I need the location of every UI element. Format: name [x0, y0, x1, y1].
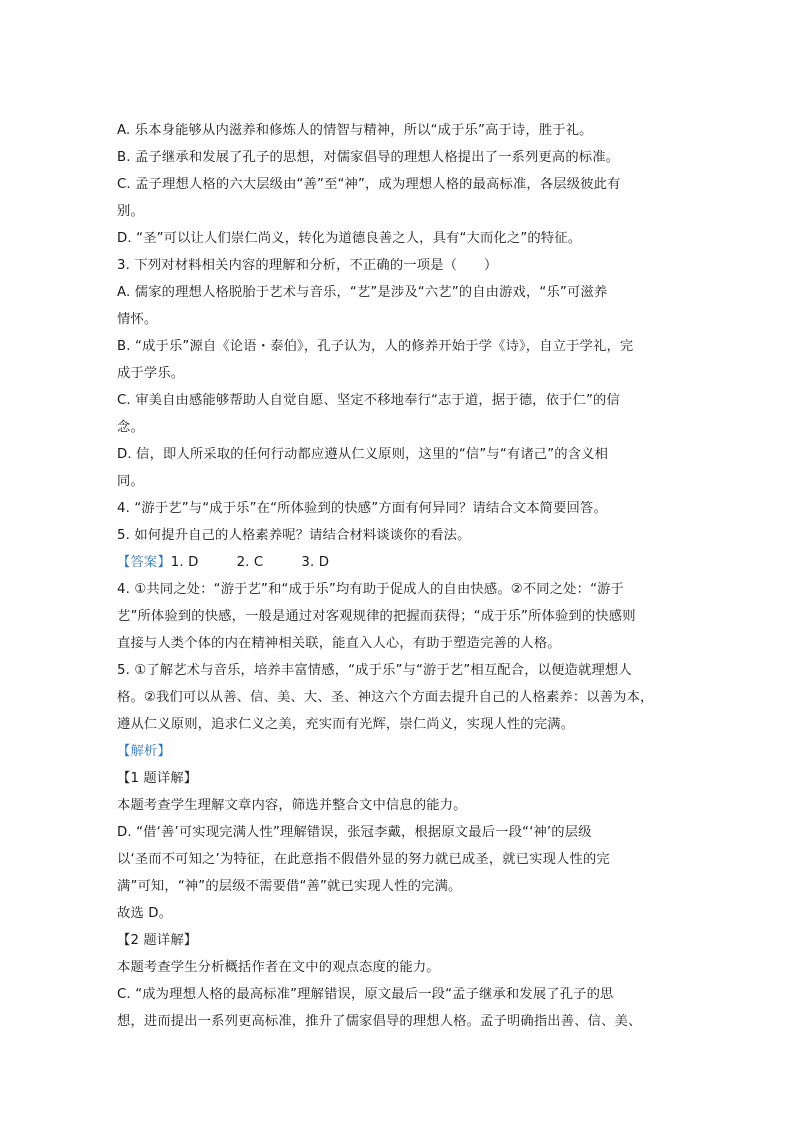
text-line: 故选 D。	[117, 906, 173, 921]
question-4: 4. “游于艺”与“成于乐”在“所体验到的快感”方面有何异同？请结合文本简要回答。	[117, 501, 607, 516]
text-line: 艺”所体验到的快感，一般是通过对客观规律的把握而获得；“成于乐”所体验到的快感则	[117, 609, 636, 624]
analysis-label: 【解析】	[117, 744, 171, 759]
answer-item: 3. D	[301, 555, 330, 570]
text-line: 4. ①共同之处：“游于艺”和“成于乐”均有助于促成人的自由快感。②不同之处：“游于	[117, 582, 624, 597]
text-line: 格。②我们可以从善、信、美、大、圣、神这六个方面去提升自己的人格素养：以善为本，	[117, 690, 654, 705]
text-line: C. 孟子理想人格的六大层级由“善”至“神”，成为理想人格的最高标准，各层级彼此有	[117, 177, 621, 192]
section-heading-1: 【1 题详解】	[117, 771, 198, 786]
text-line: 本题考查学生分析概括作者在文中的观点态度的能力。	[117, 960, 440, 975]
text-line: A. 儒家的理想人格脱胎于艺术与音乐，“艺”是涉及“六艺”的自由游戏，“乐”可滋养	[117, 285, 608, 300]
text-line: 念。	[117, 420, 144, 435]
text-line: 满”可知，“神”的层级不需要借“善”就已实现人性的完满。	[117, 879, 462, 894]
text-line: D. 信，即人所采取的任何行动都应遵从仁义原则，这里的“信”与“有诸己”的含义相	[117, 447, 609, 462]
text-line: 遵从仁义原则，追求仁义之美，充实而有光辉，崇仁尚义，实现人性的完满。	[117, 717, 575, 732]
text-line: 本题考查学生理解文章内容，筛选并整合文中信息的能力。	[117, 798, 467, 813]
text-line: C. 审美自由感能够帮助人自觉自愿、坚定不移地奉行“志于道，据于德，依于仁”的信	[117, 393, 620, 408]
text-line: 同。	[117, 474, 144, 489]
answer-label: 【答案】	[117, 555, 171, 570]
text-line: 想，进而提出一系列更高标准，推升了儒家倡导的理想人格。孟子明确指出善、信、美、	[117, 1014, 642, 1029]
question-3: 3. 下列对材料相关内容的理解和分析，不正确的一项是（ ）	[117, 258, 498, 273]
text-line: 别。	[117, 204, 144, 219]
text-line: 成于学乐。	[117, 366, 185, 381]
text-line: B. 孟子继承和发展了孔子的思想，对儒家倡导的理想人格提出了一系列更高的标准。	[117, 150, 620, 165]
answer-item: 1. D	[170, 555, 199, 570]
question-5: 5. 如何提升自己的人格素养呢？请结合材料谈谈你的看法。	[117, 528, 471, 543]
text-line: 以‘圣而不可知之’为特征，在此意指不假借外显的努力就已成圣，就已实现人性的完	[117, 852, 610, 867]
section-heading-2: 【2 题详解】	[117, 933, 198, 948]
text-line: 情怀。	[117, 312, 158, 327]
text-line: A. 乐本身能够从内滋养和修炼人的情智与精神，所以“成于乐”高于诗，胜于礼。	[117, 123, 593, 138]
answer-item: 2. C	[236, 555, 264, 570]
text-line: 直接与人类个体的内在精神相关联，能直入人心，有助于塑造完善的人格。	[117, 636, 561, 651]
text-line: C. “成为理想人格的最高标准”理解错误，原文最后一段“孟子继承和发展了孔子的思	[117, 987, 614, 1002]
answer-line	[117, 553, 687, 573]
text-line: D. “圣”可以让人们崇仁尚义，转化为道德良善之人，具有“大而化之”的特征。	[117, 231, 582, 246]
text-line: D. “借‘善’可实现完满人性”理解错误，张冠李戴，根据原文最后一段“‘神’的层级	[117, 825, 592, 840]
text-line: B. “成于乐”源自《论语・泰伯》，孔子认为，人的修养开始于学《诗》，自立于学礼，完	[117, 339, 634, 354]
text-line: 5. ①了解艺术与音乐，培养丰富情感，“成于乐”与“游于艺”相互配合，以便造就理想人	[117, 663, 632, 678]
